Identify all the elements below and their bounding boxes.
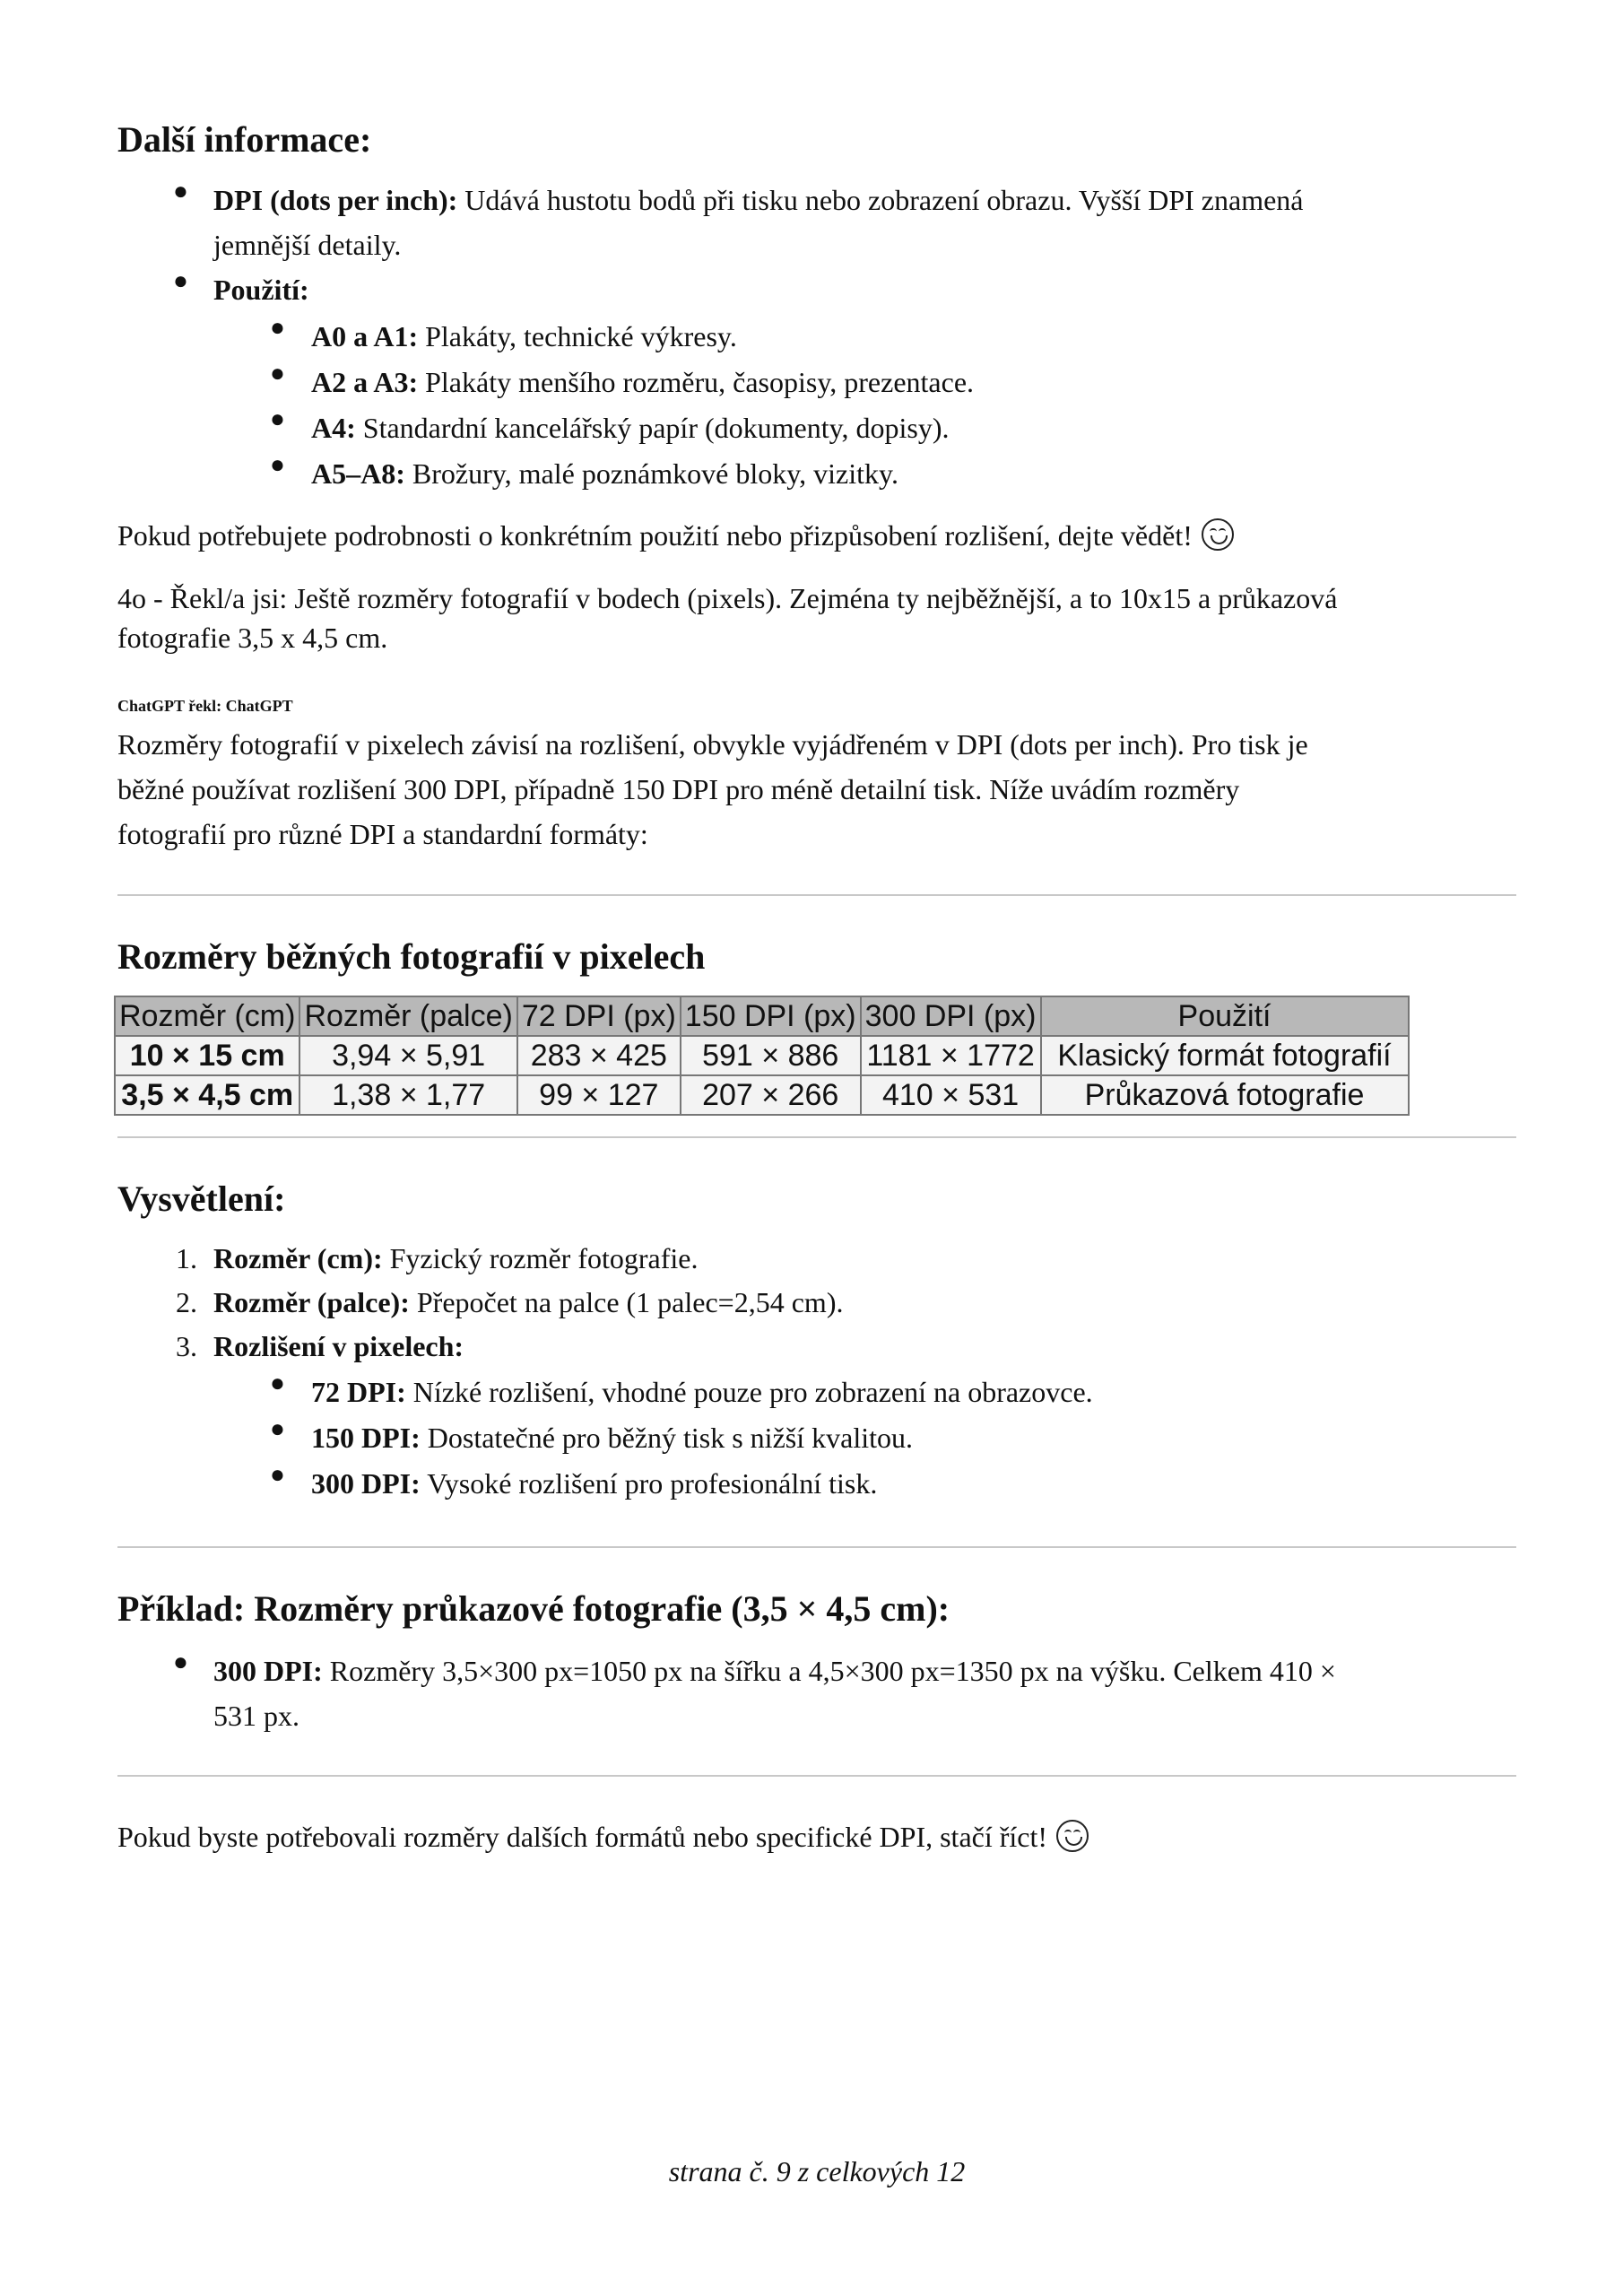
item-text: Brožury, malé poznámkové bloky, vizitky. bbox=[404, 457, 898, 490]
bullet-icon: ● bbox=[270, 451, 285, 479]
sub-list-item bbox=[117, 451, 1516, 496]
bullet-icon: ● bbox=[173, 1648, 188, 1676]
user-message-line: 4o - Řekl/a jsi: Ještě rozměry fotografií v bodech (pixels). Zejména ty nejběžnější, a to 10x15 a průkazová bbox=[117, 582, 1338, 614]
item-text: Fyzický rozměr fotografie. bbox=[382, 1242, 699, 1274]
smiling-face-icon bbox=[1202, 518, 1234, 551]
closing-text: Pokud potřebujete podrobnosti o konkrétním použití nebo přizpůsobení rozlišení, dejte vědět! bbox=[117, 519, 1193, 552]
list-number: 1. bbox=[176, 1242, 197, 1274]
smiling-face-icon bbox=[1056, 1820, 1089, 1852]
item-text: Vysoké rozlišení pro profesionální tisk. bbox=[420, 1467, 878, 1500]
intro-line: Rozměry fotografií v pixelech závisí na rozlišení, obvykle vyjádřeném v DPI (dots per inch). Pro tisk je bbox=[117, 728, 1308, 761]
sub-list-item bbox=[117, 1461, 1516, 1506]
example-list bbox=[117, 1648, 1516, 1738]
divider bbox=[117, 894, 1516, 896]
sub-list-item bbox=[117, 1370, 1516, 1414]
user-message-line: fotografie 3,5 x 4,5 cm. bbox=[117, 622, 388, 654]
bullet-icon: ● bbox=[173, 178, 188, 205]
table-header-cell: 300 DPI (px) bbox=[861, 996, 1041, 1036]
table-cell: 283 × 425 bbox=[517, 1036, 681, 1075]
bullet-icon: ● bbox=[270, 405, 285, 433]
table-header-cell: 150 DPI (px) bbox=[681, 996, 861, 1036]
table-header-cell: Použití bbox=[1041, 996, 1409, 1036]
item-label: 150 DPI: bbox=[311, 1422, 421, 1454]
table-cell: 3,5 × 4,5 cm bbox=[115, 1075, 299, 1115]
table-row bbox=[115, 1075, 1409, 1115]
item-label: Rozměr (palce): bbox=[213, 1286, 410, 1318]
assistant-label: ChatGPT řekl: ChatGPT bbox=[117, 697, 293, 715]
sub-list-item bbox=[117, 360, 1516, 404]
divider bbox=[117, 1546, 1516, 1548]
item-label: 72 DPI: bbox=[311, 1376, 406, 1408]
table-cell: 1,38 × 1,77 bbox=[299, 1075, 516, 1115]
table-cell: 10 × 15 cm bbox=[115, 1036, 299, 1075]
divider bbox=[117, 1775, 1516, 1777]
table-cell: 99 × 127 bbox=[517, 1075, 681, 1115]
item-text: Udává hustotu bodů při tisku nebo zobrazení obrazu. Vyšší DPI znamená bbox=[457, 184, 1304, 216]
bullet-icon: ● bbox=[270, 360, 285, 387]
sub-list-item bbox=[117, 405, 1516, 450]
closing-paragraph bbox=[117, 513, 1516, 558]
table-cell: Průkazová fotografie bbox=[1041, 1075, 1409, 1115]
table-header-row bbox=[115, 996, 1409, 1036]
list-number: 3. bbox=[176, 1330, 197, 1362]
item-label: 300 DPI: bbox=[213, 1655, 323, 1687]
intro-line: běžné používat rozlišení 300 DPI, případně 150 DPI pro méně detailní tisk. Níže uvádím rozměry bbox=[117, 773, 1240, 805]
item-label: Použití: bbox=[213, 274, 309, 306]
item-label: Rozlišení v pixelech: bbox=[213, 1330, 464, 1362]
table-cell: 591 × 886 bbox=[681, 1036, 861, 1075]
table-row bbox=[115, 1036, 1409, 1075]
item-label: 300 DPI: bbox=[311, 1467, 421, 1500]
table-cell: 410 × 531 bbox=[861, 1075, 1041, 1115]
section-title-dalsi-informace: Další informace: bbox=[117, 119, 372, 160]
list-number: 2. bbox=[176, 1286, 197, 1318]
list-item bbox=[117, 1324, 1516, 1369]
item-text-cont: jemnější detaily. bbox=[213, 229, 402, 261]
bullet-icon: ● bbox=[270, 1370, 285, 1397]
item-text: Nízké rozlišení, vhodné pouze pro zobrazení na obrazovce. bbox=[405, 1376, 1093, 1408]
item-label: DPI (dots per inch): bbox=[213, 184, 458, 216]
dpi-table bbox=[114, 996, 1410, 1116]
item-text-cont: 531 px. bbox=[213, 1700, 299, 1732]
item-text: Přepočet na palce (1 palec=2,54 cm). bbox=[409, 1286, 844, 1318]
section-title-table: Rozměry běžných fotografií v pixelech bbox=[117, 936, 706, 977]
item-text: Plakáty, technické výkresy. bbox=[418, 320, 737, 352]
list-item bbox=[117, 267, 1516, 312]
divider bbox=[117, 1136, 1516, 1138]
sub-list-item bbox=[117, 314, 1516, 359]
bullet-icon: ● bbox=[270, 1461, 285, 1489]
intro-paragraph bbox=[117, 722, 1534, 857]
item-label: Rozměr (cm): bbox=[213, 1242, 383, 1274]
item-text: Standardní kancelářský papír (dokumenty, dopisy). bbox=[355, 412, 950, 444]
bullet-icon: ● bbox=[270, 314, 285, 342]
final-paragraph bbox=[117, 1814, 1516, 1859]
item-label: A2 a A3: bbox=[311, 366, 419, 398]
table-cell: Klasický formát fotografií bbox=[1041, 1036, 1409, 1075]
section-title-priklad: Příklad: Rozměry průkazové fotografie (3,5 × 4,5 cm): bbox=[117, 1588, 950, 1629]
item-text: Rozměry 3,5×300 px=1050 px na šířku a 4,5×300 px=1350 px na výšku. Celkem 410 × bbox=[322, 1655, 1336, 1687]
user-message bbox=[117, 578, 1534, 657]
intro-line: fotografií pro různé DPI a standardní formáty: bbox=[117, 818, 648, 850]
final-text: Pokud byste potřebovali rozměry dalších formátů nebo specifické DPI, stačí říct! bbox=[117, 1821, 1048, 1853]
item-label: A0 a A1: bbox=[311, 320, 419, 352]
item-label: A4: bbox=[311, 412, 356, 444]
item-label: A5–A8: bbox=[311, 457, 405, 490]
list-item bbox=[117, 178, 1516, 267]
section-title-vysvetleni: Vysvětlení: bbox=[117, 1178, 286, 1219]
list-item bbox=[117, 1280, 1516, 1325]
table-cell: 207 × 266 bbox=[681, 1075, 861, 1115]
item-text: Plakáty menšího rozměru, časopisy, prezentace. bbox=[418, 366, 975, 398]
table-header-cell: 72 DPI (px) bbox=[517, 996, 681, 1036]
table-header-cell: Rozměr (palce) bbox=[299, 996, 516, 1036]
table-cell: 1181 × 1772 bbox=[861, 1036, 1041, 1075]
table-header-cell: Rozměr (cm) bbox=[115, 996, 299, 1036]
bullet-icon: ● bbox=[270, 1415, 285, 1443]
table-cell: 3,94 × 5,91 bbox=[299, 1036, 516, 1075]
sub-list-item bbox=[117, 1415, 1516, 1460]
list-item bbox=[117, 1236, 1516, 1281]
page-footer: strana č. 9 z celkových 12 bbox=[668, 2155, 966, 2187]
item-text: Dostatečné pro běžný tisk s nižší kvalitou. bbox=[420, 1422, 913, 1454]
bullet-icon: ● bbox=[173, 267, 188, 295]
